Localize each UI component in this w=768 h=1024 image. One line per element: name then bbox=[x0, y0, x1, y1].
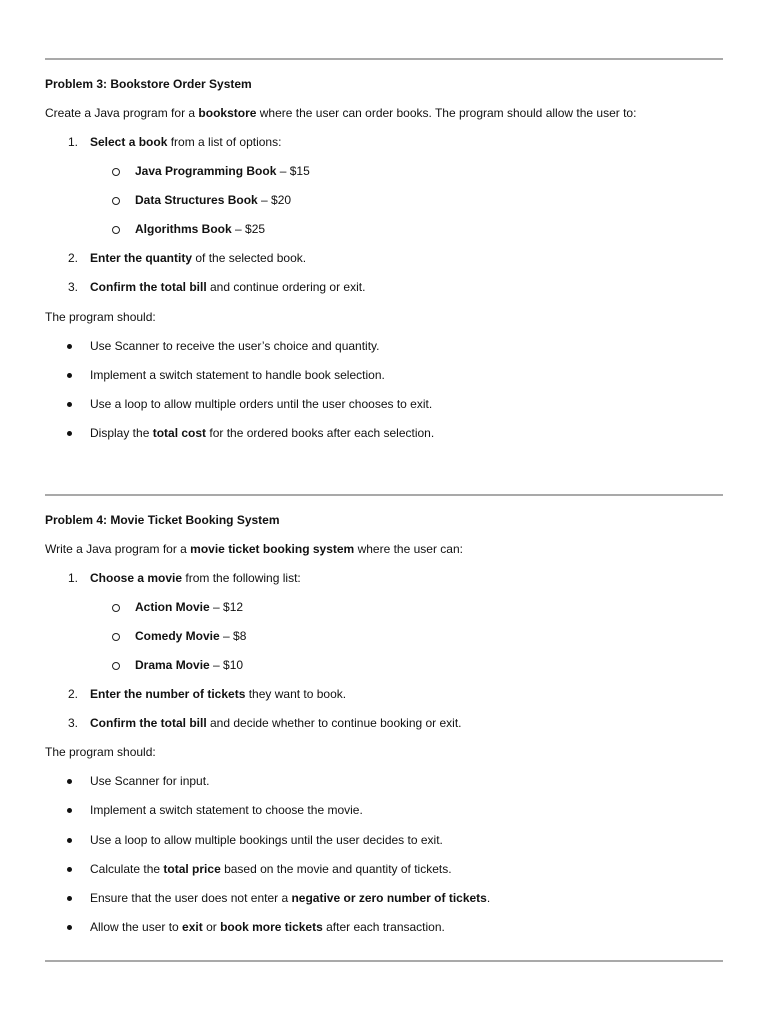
bullet-icon bbox=[67, 431, 72, 436]
problem-3-step-2: Enter the quantity of the selected book. bbox=[90, 251, 307, 265]
problem-3-bullet-2: Implement a switch statement to handle book selection. bbox=[90, 368, 385, 382]
problem-4-bullet-4: Calculate the total price based on the movie and quantity of tickets. bbox=[90, 862, 452, 876]
problem-4-title: Problem 4: Movie Ticket Booking System bbox=[45, 513, 280, 527]
book-option-algorithms: Algorithms Book – $25 bbox=[135, 222, 266, 236]
bottom-divider bbox=[45, 960, 723, 962]
book-option-data-structures: Data Structures Book – $20 bbox=[135, 193, 292, 207]
movie-option-action: Action Movie – $12 bbox=[135, 600, 244, 614]
bullet-icon bbox=[67, 779, 72, 784]
bullet-icon bbox=[67, 808, 72, 813]
circle-bullet-icon bbox=[112, 168, 120, 176]
problem-4-step-1: Choose a movie from the following list: bbox=[90, 571, 301, 585]
problem-4-should-heading: The program should: bbox=[45, 745, 156, 759]
bullet-icon bbox=[67, 373, 72, 378]
bullet-icon bbox=[67, 925, 72, 930]
step-number: 1. bbox=[68, 135, 79, 149]
circle-bullet-icon bbox=[112, 226, 120, 234]
movie-option-comedy: Comedy Movie – $8 bbox=[135, 629, 247, 643]
problem-3-bullet-3: Use a loop to allow multiple orders until the user chooses to exit. bbox=[90, 397, 433, 411]
bullet-icon bbox=[67, 896, 72, 901]
bullet-icon bbox=[67, 838, 72, 843]
step-number: 3. bbox=[68, 280, 79, 294]
problem-3-step-3: Confirm the total bill and continue ordering or exit. bbox=[90, 280, 366, 294]
step-number: 2. bbox=[68, 251, 79, 265]
problem-3-title: Problem 3: Bookstore Order System bbox=[45, 77, 252, 91]
step-number: 2. bbox=[68, 687, 79, 701]
circle-bullet-icon bbox=[112, 197, 120, 205]
step-number: 3. bbox=[68, 716, 79, 730]
problem-3-should-heading: The program should: bbox=[45, 310, 156, 324]
problem-4-step-2: Enter the number of tickets they want to book. bbox=[90, 687, 347, 701]
circle-bullet-icon bbox=[112, 662, 120, 670]
bullet-icon bbox=[67, 867, 72, 872]
bullet-icon bbox=[67, 402, 72, 407]
middle-divider bbox=[45, 494, 723, 496]
problem-3-step-1: Select a book from a list of options: bbox=[90, 135, 282, 149]
problem-4-bullet-6: Allow the user to exit or book more tickets after each transaction. bbox=[90, 920, 445, 934]
bullet-icon bbox=[67, 344, 72, 349]
book-option-java: Java Programming Book – $15 bbox=[135, 164, 310, 178]
problem-3-bullet-4: Display the total cost for the ordered books after each selection. bbox=[90, 426, 435, 440]
problem-4-intro: Write a Java program for a movie ticket booking system where the user can: bbox=[45, 542, 463, 556]
circle-bullet-icon bbox=[112, 604, 120, 612]
problem-4-bullet-2: Implement a switch statement to choose the movie. bbox=[90, 803, 363, 817]
problem-4-step-3: Confirm the total bill and decide whether to continue booking or exit. bbox=[90, 716, 462, 730]
top-divider bbox=[45, 58, 723, 60]
problem-4-bullet-1: Use Scanner for input. bbox=[90, 774, 210, 788]
problem-4-bullet-3: Use a loop to allow multiple bookings until the user decides to exit. bbox=[90, 833, 443, 847]
problem-3-intro: Create a Java program for a bookstore where the user can order books. The program should allow the user to: bbox=[45, 106, 637, 120]
circle-bullet-icon bbox=[112, 633, 120, 641]
problem-4-bullet-5: Ensure that the user does not enter a negative or zero number of tickets. bbox=[90, 891, 491, 905]
problem-3-bullet-1: Use Scanner to receive the user’s choice and quantity. bbox=[90, 339, 380, 353]
step-number: 1. bbox=[68, 571, 79, 585]
movie-option-drama: Drama Movie – $10 bbox=[135, 658, 244, 672]
